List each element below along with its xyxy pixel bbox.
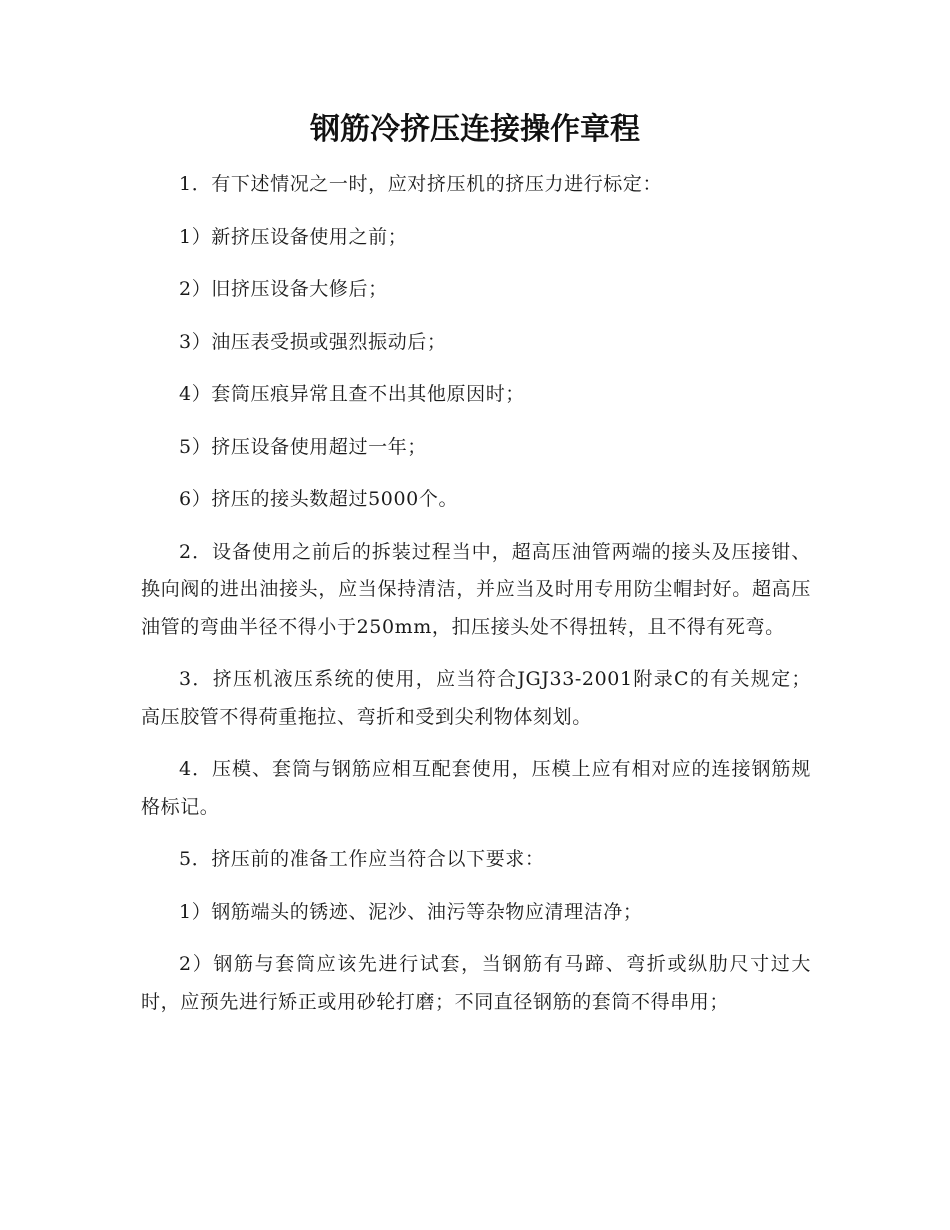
paragraph-1: 1．有下述情况之一时，应对挤压机的挤压力进行标定： (179, 173, 663, 195)
paragraph-1-item-1: 1）新挤压设备使用之前； (179, 225, 408, 248)
paragraph-3: 3．挤压机液压系统的使用，应当符合JGJ33-2001附录C的有关规定；高压胶管不得荷重拖拉、弯折和受到尖利物体刻划。 (141, 668, 811, 728)
paragraph-1-item-2: 2）旧挤压设备大修后； (179, 278, 388, 300)
paragraph-4: 4．压模、套筒与钢筋应相互配套使用，压模上应有相对应的连接钢筋规格标记。 (141, 758, 811, 818)
paragraph-5: 5．挤压前的准备工作应当符合以下要求： (179, 848, 545, 870)
paragraph-1-item-3: 3）油压表受损或强烈振动后； (179, 330, 447, 353)
paragraph-1-item-5: 5）挤压设备使用超过一年； (179, 435, 427, 458)
paragraph-1-item-6: 6）挤压的接头数超过5000个。 (179, 488, 459, 510)
paragraph-5-item-2: 2）钢筋与套筒应该先进行试套，当钢筋有马蹄、弯折或纵肋尺寸过大时，应预先进行矫正或用砂轮打磨；不同直径钢筋的套筒不得串用； (141, 953, 811, 1013)
document-body (141, 166, 811, 1021)
document-title: 钢筋冷挤压连接操作章程 (310, 112, 640, 147)
paragraph-1-item-4: 4）套筒压痕异常且查不出其他原因时； (179, 383, 525, 405)
paragraph-2: 2．设备使用之前后的拆装过程当中，超高压油管两端的接头及压接钳、换向阀的进出油接头，应当保持清洁，并应当及时用专用防尘帽封好。超高压油管的弯曲半径不得小于250mm，扣压接头处不得扭转，且不得有死弯。 (141, 540, 811, 638)
paragraph-5-item-1: 1）钢筋端头的锈迹、泥沙、油污等杂物应清理洁净； (179, 900, 643, 923)
